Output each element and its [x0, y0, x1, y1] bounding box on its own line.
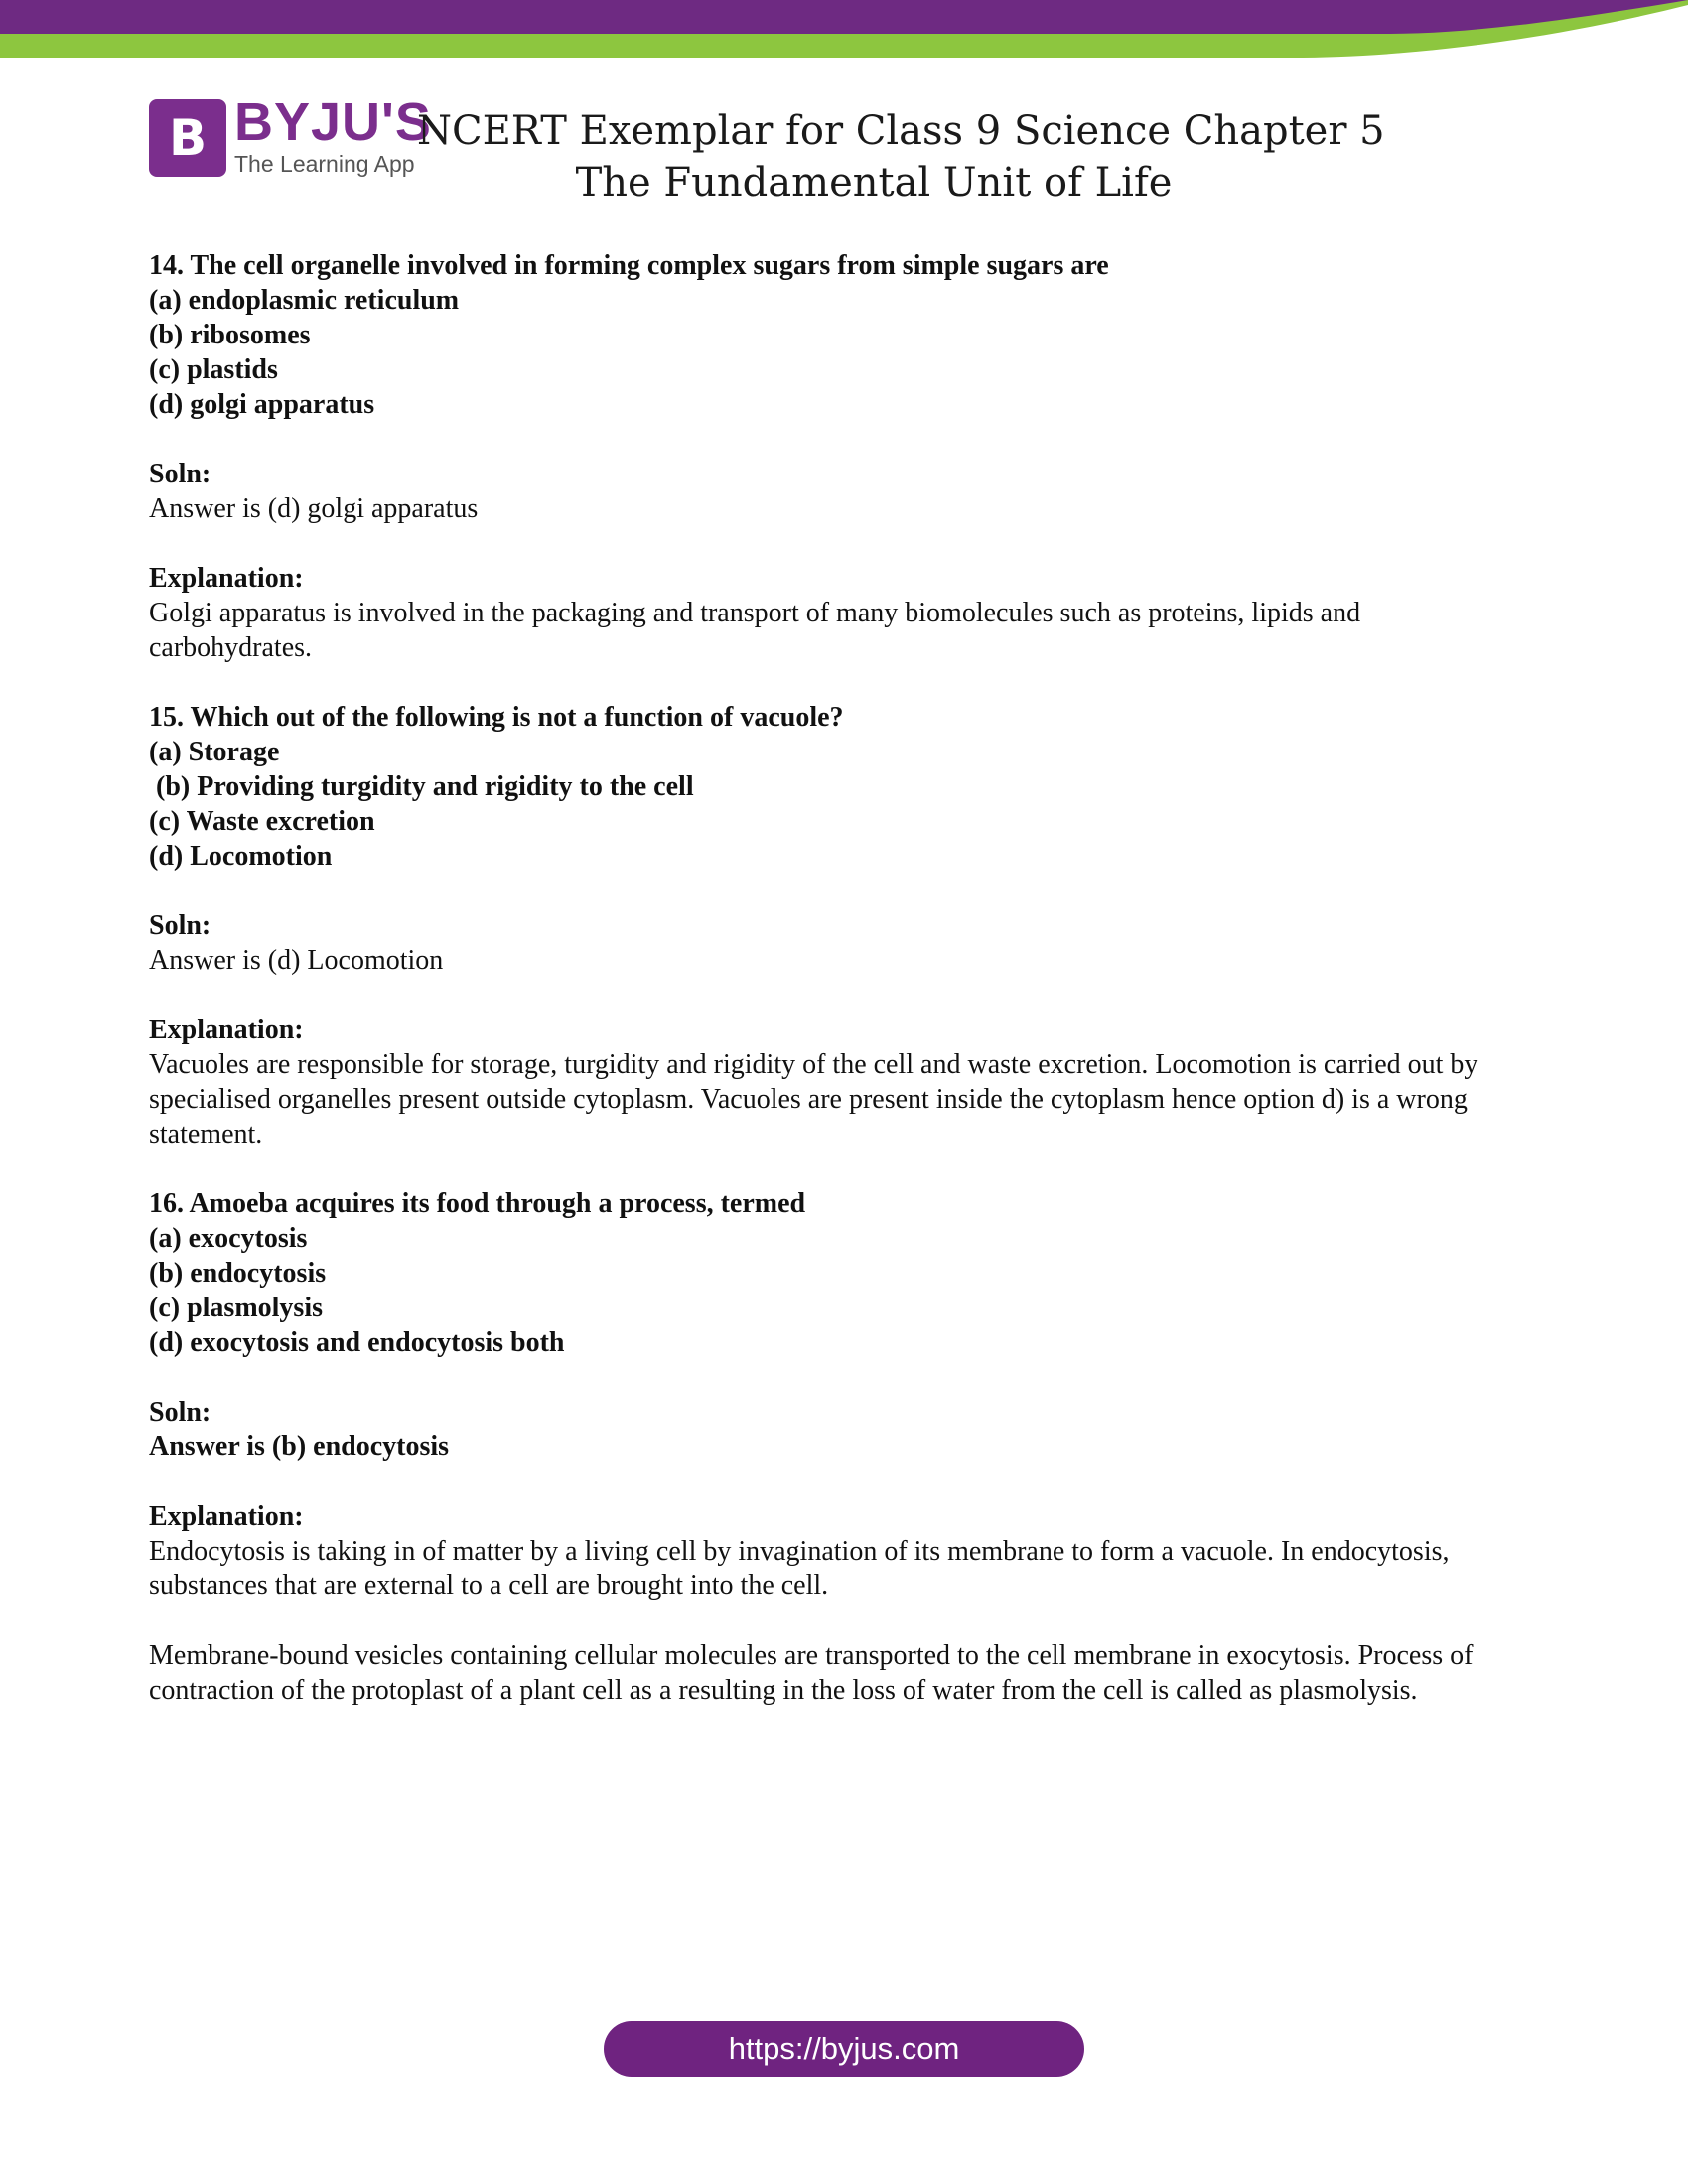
- soln-label-15: Soln:: [149, 910, 211, 941]
- explanation-label-16: Explanation:: [149, 1501, 304, 1532]
- brand-tagline: The Learning App: [234, 151, 415, 177]
- question-14: 14. The cell organelle involved in forming complex sugars from simple sugars are: [149, 250, 1109, 281]
- logo-letter: B: [168, 109, 208, 167]
- option-14a: (a) endoplasmic reticulum: [149, 285, 460, 316]
- soln-label-16: Soln:: [149, 1397, 211, 1428]
- explanation-label-15: Explanation:: [149, 1015, 304, 1045]
- document-body: [149, 248, 1529, 1707]
- brand-name: BYJU'S: [234, 92, 432, 152]
- option-15c: (c) Waste excretion: [149, 806, 375, 837]
- option-14c: (c) plastids: [149, 354, 278, 385]
- explanation-14: Golgi apparatus is involved in the packaging and transport of many biomolecules such as proteins, lipids and carbohydrates.: [149, 598, 1361, 663]
- page-title: [417, 105, 1385, 208]
- soln-label-14: Soln:: [149, 459, 211, 489]
- byjus-logo: [149, 92, 437, 181]
- option-15b: (b) Providing turgidity and rigidity to the cell: [156, 771, 694, 802]
- header-decorative-band: [0, 0, 1688, 69]
- title-line-1: NCERT Exemplar for Class 9 Science Chapter 5: [417, 108, 1385, 154]
- question-16: 16. Amoeba acquires its food through a process, termed: [149, 1188, 806, 1219]
- byjus-logo-icon: [149, 99, 226, 177]
- answer-16: Answer is (b) endocytosis: [149, 1432, 450, 1462]
- explanation-16-continued: Membrane-bound vesicles containing cellular molecules are transported to the cell membrane in exocytosis. Process of contraction of the protoplast of a plant cell as a resulting in the loss of water from the cell is called as plasmolysis.: [149, 1640, 1474, 1706]
- option-16d: (d) exocytosis and endocytosis both: [149, 1327, 565, 1358]
- answer-14: Answer is (d) golgi apparatus: [149, 493, 479, 524]
- option-16b: (b) endocytosis: [149, 1258, 327, 1289]
- question-15: 15. Which out of the following is not a function of vacuole?: [149, 702, 844, 733]
- option-16a: (a) exocytosis: [149, 1223, 308, 1254]
- title-line-2: The Fundamental Unit of Life: [575, 160, 1173, 205]
- option-14d: (d) golgi apparatus: [149, 389, 375, 420]
- footer-url-button[interactable]: https://byjus.com: [604, 2021, 1084, 2077]
- option-16c: (c) plasmolysis: [149, 1293, 323, 1323]
- explanation-16: Endocytosis is taking in of matter by a living cell by invagination of its membrane to form a vacuole. In endocytosis, substances that are external to a cell are brought into the cell.: [149, 1536, 1450, 1601]
- option-14b: (b) ribosomes: [149, 320, 311, 350]
- answer-15: Answer is (d) Locomotion: [149, 945, 444, 976]
- explanation-15: Vacuoles are responsible for storage, turgidity and rigidity of the cell and waste excretion. Locomotion is carried out by specialised organelles present outside cytoplasm. Vacuoles are present inside the cytoplasm hence option d) is a wrong statement.: [149, 1049, 1478, 1150]
- option-15d: (d) Locomotion: [149, 841, 333, 872]
- option-15a: (a) Storage: [149, 737, 280, 767]
- explanation-label-14: Explanation:: [149, 563, 304, 594]
